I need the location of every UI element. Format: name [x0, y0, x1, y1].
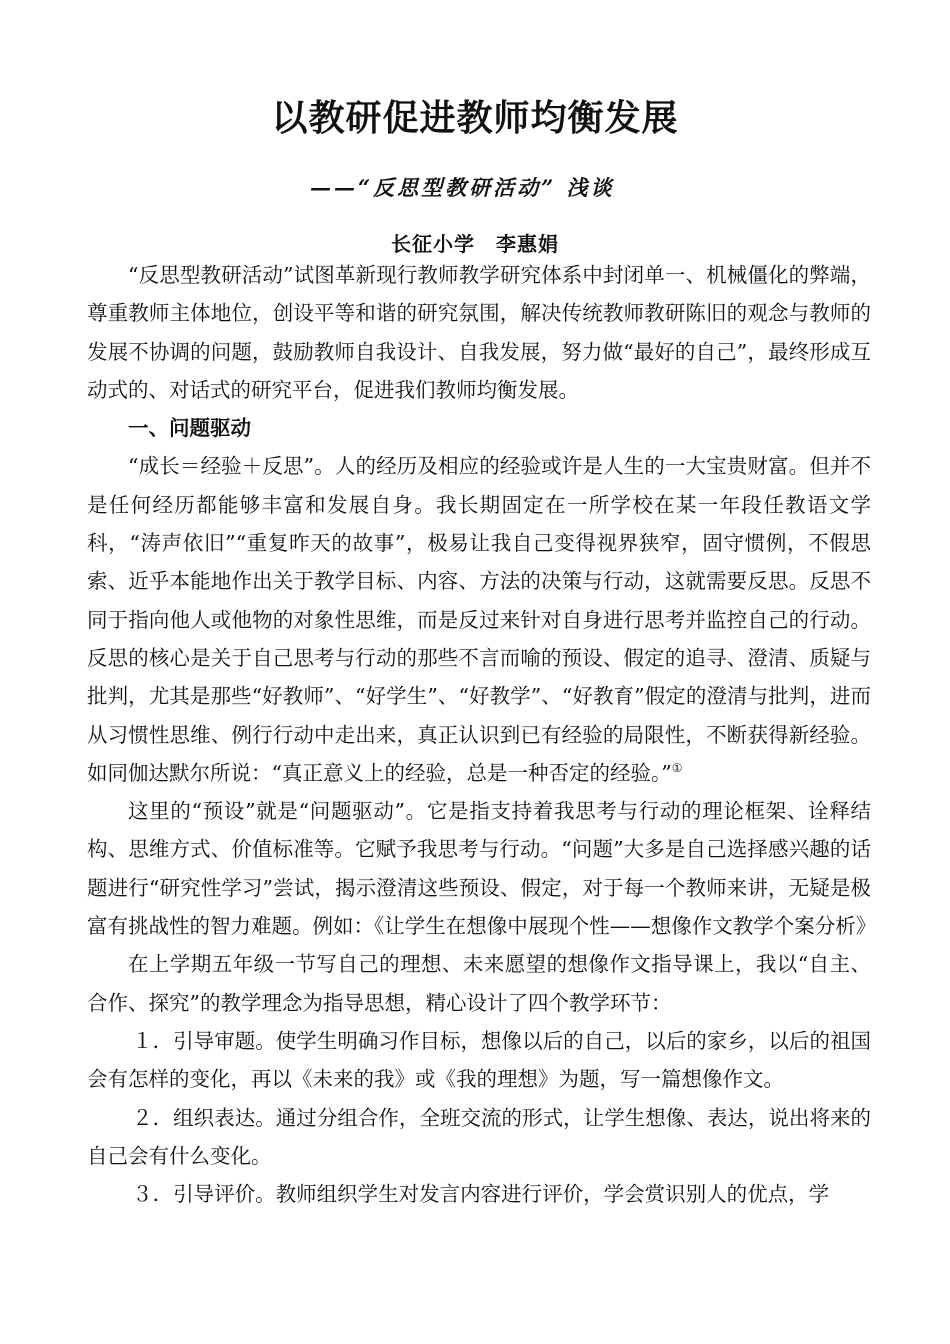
- document-subtitle: ——“反思型教研活动” 浅谈: [310, 175, 615, 200]
- step-item: ３．引导评价。教师组织学生对发言内容进行评价，学会赏识别人的优点，学: [132, 1182, 830, 1207]
- intro-paragraph: “反思型教研活动”试图革新现行教师教学研究体系中封闭单一、机械僵化的弊端，尊重教师主体地位，创设平等和谐的研究氛围，解决传统教师教研陈旧的观念与教师的发展不协调的问题，鼓励教师自我设计、自我发展，努力做“最好的自己”，最终形成互动式的、对话式的研究平台，促进我们教师均衡发展。: [87, 263, 871, 402]
- document-body: [87, 256, 877, 1213]
- step-item: ２．组织表达。通过分组合作，全班交流的形式，让学生想像、表达，说出将来的自己会有什么变化。: [87, 1105, 871, 1168]
- body-paragraph: 这里的“预设”就是“问题驱动”。它是指支持着我思考与行动的理论框架、诠释结构、思维方式、价值标准等。它赋予我思考与行动。“问题”大多是自己选择感兴趣的话题进行“研究性学习”尝试，揭示澄清这些预设、假定，对于每一个教师来讲，无疑是极富有挑战性的智力难题。例如：《让学生在想像中展现个性——想像作文教学个案分析》: [87, 799, 877, 939]
- paragraph-text: “成长＝经验＋反思”。人的经历及相应的经验或许是人生的一大宝贵财富。但并不是任何经历都能够丰富和发展自身。我长期固定在一所学校在某一年段任教语文学科，“涛声依旧”“重复昨天的故事”，极易让我自己变得视界狭窄，固守惯例，不假思索、近乎本能地作出关于教学目标、内容、方法的决策与行动，这就需要反思。反思不同于指向他人或他物的对象性思维，而是反过来针对自身进行思考并监控自己的行动。反思的核心是关于自己思考与行动的那些不言而喻的预设、假定的追寻、澄清、质疑与批判，尤其是那些“好教师”、“好学生”、“好教学”、“好教育”假定的澄清与批判，进而从习惯性思维、例行行动中走出来，真正认识到已有经验的局限性，不断获得新经验。如同伽达默尔所说：“真正意义上的经验，总是一种否定的经验。”: [87, 454, 871, 785]
- step-item: １．引导审题。使学生明确习作目标，想像以后的自己，以后的家乡，以后的祖国会有怎样的变化，再以《未来的我》或《我的理想》为题，写一篇想像作文。: [87, 1028, 871, 1092]
- footnote-marker: ①: [671, 761, 683, 776]
- author-byline: 长征小学 李惠娟: [391, 232, 559, 256]
- document-title: 以教研促进教师均衡发展: [271, 98, 679, 139]
- body-paragraph: [87, 447, 871, 792]
- body-paragraph: 在上学期五年级一节写自己的理想、未来愿望的想像作文指导课上，我以“自主、合作、探究”的教学理念为指导思想，精心设计了四个教学环节：: [87, 952, 871, 1015]
- section-heading: 一、问题驱动: [128, 416, 251, 441]
